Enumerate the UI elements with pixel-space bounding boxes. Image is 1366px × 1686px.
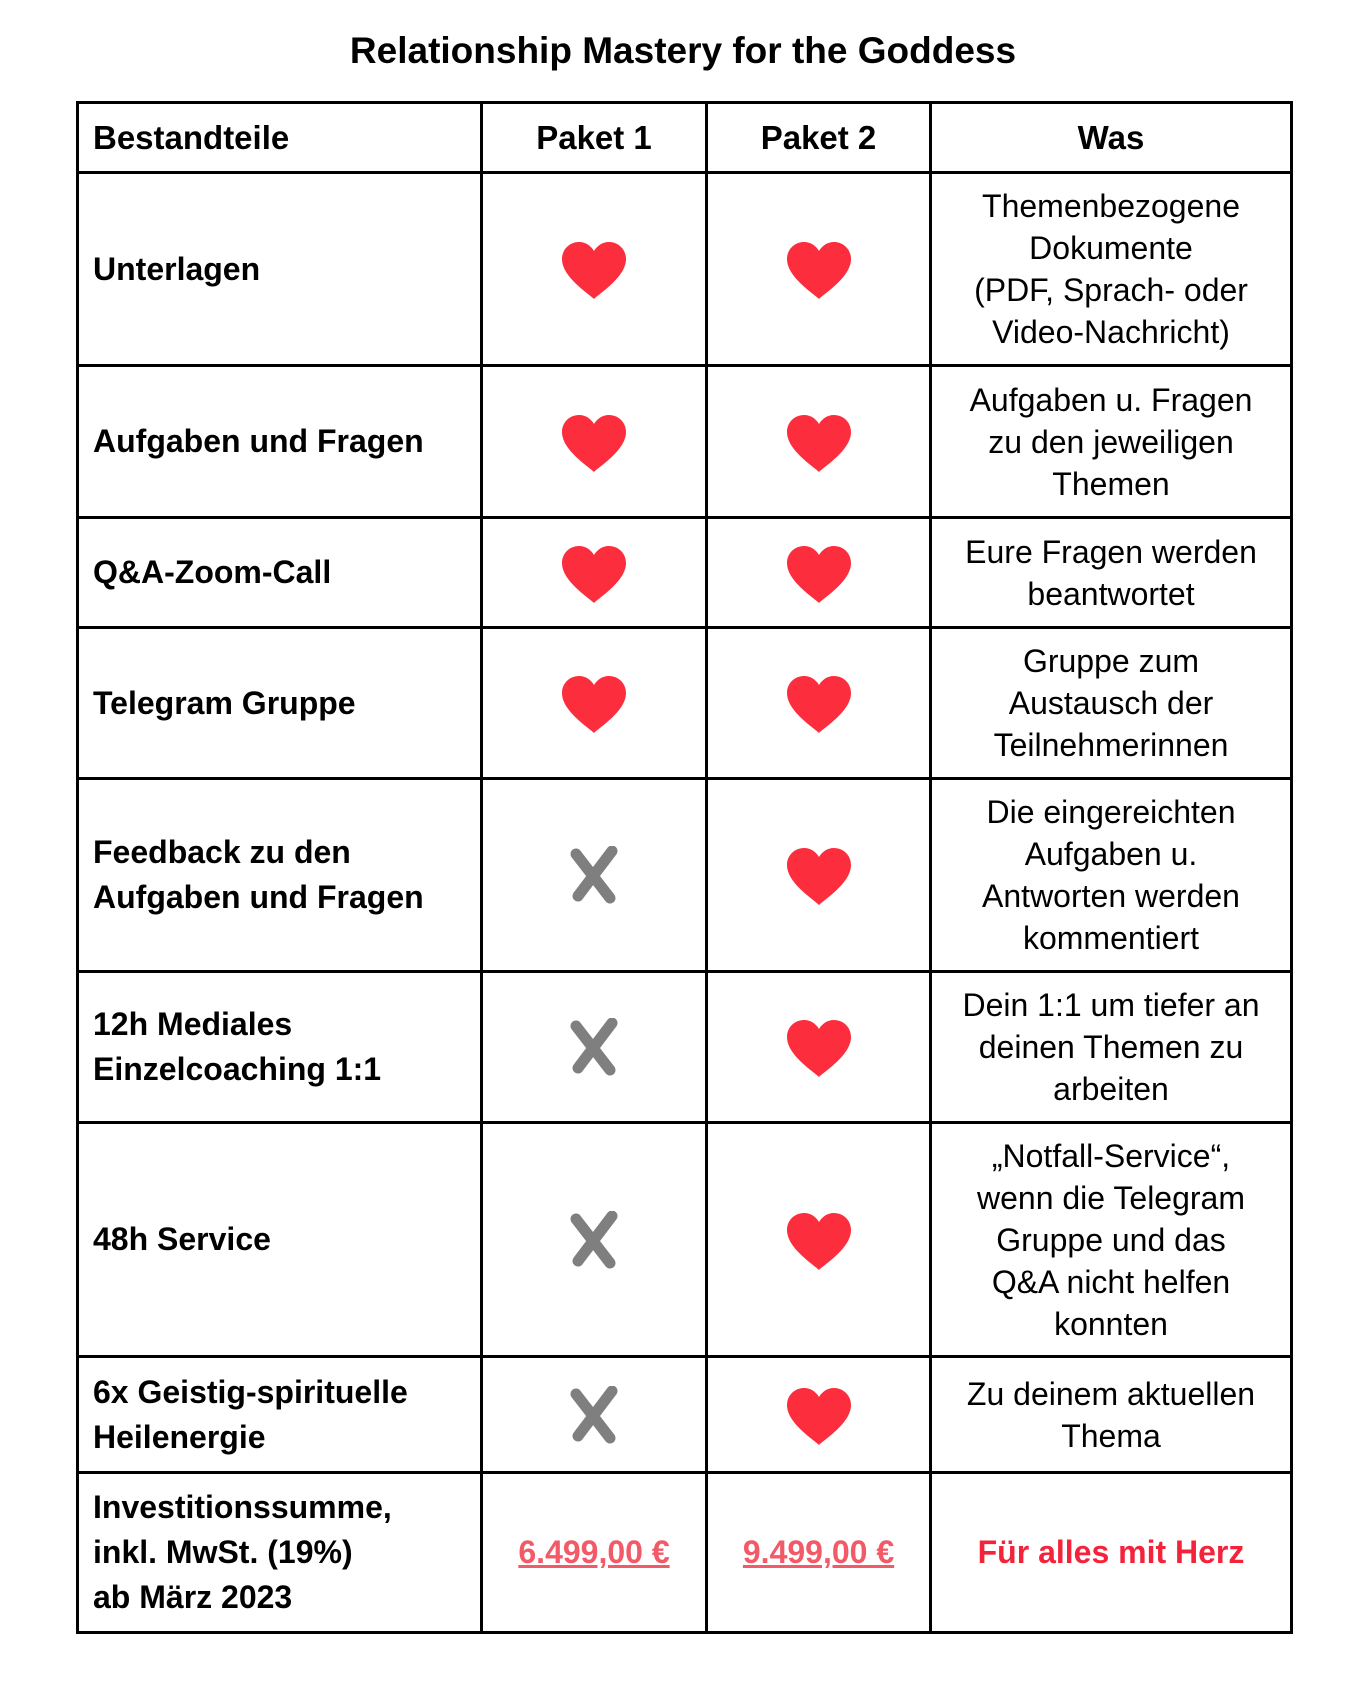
row-description-line: Zu deinem aktuellen (966, 1375, 1256, 1412)
row-description-line: (PDF, Sprach- oder (974, 272, 1248, 308)
slogan: Für alles mit Herz (931, 1473, 1292, 1633)
table-row (78, 1123, 1292, 1357)
row-description-line: Dein 1:1 um tiefer an (962, 987, 1260, 1023)
price-paket-2[interactable]: 9.499,00 € (707, 1473, 931, 1633)
header-bestandteile: Bestandteile (78, 103, 482, 173)
row-label (78, 1357, 482, 1473)
paket-1-cell (482, 518, 707, 628)
row-description (931, 518, 1292, 628)
heart-icon (560, 414, 628, 474)
row-description (931, 173, 1292, 366)
row-label (78, 173, 482, 366)
row-description-line: wenn die Telegram (976, 1179, 1245, 1216)
table-body (78, 103, 1292, 1633)
row-description (931, 366, 1292, 518)
row-description-line: „Notfall-Service“, (991, 1137, 1231, 1174)
row-description-line: Aufgaben u. Fragen (969, 381, 1253, 418)
heart-icon (785, 1019, 853, 1079)
heart-icon (560, 241, 628, 301)
row-label (78, 628, 482, 779)
table-row (78, 366, 1292, 518)
paket-2-cell (707, 173, 931, 366)
heart-icon (785, 1212, 853, 1272)
row-description-line: beantwortet (1027, 575, 1195, 612)
table-row (78, 779, 1292, 972)
row-label-line: Einzelcoaching 1:1 (93, 1051, 382, 1087)
header-paket-2: Paket 2 (707, 103, 931, 173)
cross-icon (568, 1018, 620, 1076)
paket-2-cell (707, 779, 931, 972)
row-label (78, 1123, 482, 1357)
price-paket-1[interactable]: 6.499,00 € (482, 1473, 707, 1633)
row-description (931, 779, 1292, 972)
row-label-line: Feedback zu den (93, 834, 351, 870)
cross-icon (568, 1211, 620, 1269)
row-label-line: 12h Mediales (93, 1006, 293, 1042)
row-label-line: 48h Service (93, 1221, 271, 1257)
paket-1-cell (482, 1123, 707, 1357)
row-description-line: Aufgaben u. (1024, 836, 1198, 872)
row-description-line: Teilnehmerinnen (993, 727, 1229, 763)
paket-2-cell (707, 366, 931, 518)
row-description-line: Die eingereichten (986, 794, 1236, 830)
paket-1-cell (482, 972, 707, 1123)
comparison-table (76, 101, 1293, 1634)
row-label-line: Heilenergie (93, 1418, 266, 1455)
heart-icon (785, 847, 853, 907)
row-description-line: Gruppe zum (1022, 643, 1200, 679)
paket-2-cell (707, 628, 931, 779)
row-description-line: Thema (1061, 1417, 1161, 1454)
paket-2-cell (707, 972, 931, 1123)
heart-icon (785, 241, 853, 301)
table-row (78, 628, 1292, 779)
heart-icon (785, 414, 853, 474)
table-row (78, 518, 1292, 628)
row-label-line: Unterlagen (93, 250, 261, 287)
price-label (78, 1473, 482, 1633)
heart-icon (785, 545, 853, 605)
page-title: Relationship Mastery for the Goddess (349, 30, 1017, 71)
row-label-line: Aufgaben und Fragen (93, 423, 424, 459)
row-label (78, 779, 482, 972)
price-label-line: Investitionssumme, (93, 1489, 392, 1525)
row-description-line: Themen (1052, 465, 1170, 502)
row-description-line: zu den jeweiligen (988, 423, 1234, 460)
row-label (78, 518, 482, 628)
paket-1-cell (482, 366, 707, 518)
price-label-line: inkl. MwSt. (19%) (93, 1534, 353, 1570)
paket-2-cell (707, 1357, 931, 1473)
row-label-line: 6x Geistig-spirituelle (93, 1373, 408, 1410)
heart-icon (560, 545, 628, 605)
price-row (78, 1473, 1292, 1633)
paket-1-cell (482, 779, 707, 972)
row-description (931, 1357, 1292, 1473)
row-description-line: Video-Nachricht) (992, 314, 1230, 350)
row-description-line: Gruppe und das (996, 1221, 1226, 1258)
row-description-line: arbeiten (1053, 1071, 1169, 1107)
table-row (78, 1357, 1292, 1473)
row-label-line: Aufgaben und Fragen (93, 879, 424, 915)
row-description-line: deinen Themen zu (978, 1029, 1244, 1065)
row-description-line: kommentiert (1022, 920, 1200, 956)
row-description (931, 1123, 1292, 1357)
header-was: Was (931, 103, 1292, 173)
row-description-line: konnten (1054, 1305, 1168, 1342)
row-label-line: Telegram Gruppe (93, 684, 356, 721)
table-row (78, 173, 1292, 366)
row-description (931, 972, 1292, 1123)
row-description-line: Dokumente (1029, 230, 1193, 266)
paket-2-cell (707, 1123, 931, 1357)
row-label-line: Q&A-Zoom-Call (93, 554, 332, 590)
paket-1-cell (482, 1357, 707, 1473)
heart-icon (785, 1387, 853, 1447)
row-description-line: Themenbezogene (982, 188, 1240, 224)
header-paket-1: Paket 1 (482, 103, 707, 173)
row-label (78, 972, 482, 1123)
header-row (78, 103, 1292, 173)
row-description-line: Austausch der (1008, 685, 1214, 721)
table-row (78, 972, 1292, 1123)
paket-1-cell (482, 173, 707, 366)
row-description-line: Q&A nicht helfen (991, 1263, 1231, 1300)
row-description (931, 628, 1292, 779)
paket-2-cell (707, 518, 931, 628)
row-label (78, 366, 482, 518)
heart-icon (560, 675, 628, 735)
cross-icon (568, 1386, 620, 1444)
heart-icon (785, 675, 853, 735)
price-label-line: ab März 2023 (93, 1579, 293, 1615)
row-description-line: Antworten werden (982, 878, 1240, 914)
paket-1-cell (482, 628, 707, 779)
row-description-line: Eure Fragen werden (965, 533, 1257, 570)
cross-icon (568, 846, 620, 904)
